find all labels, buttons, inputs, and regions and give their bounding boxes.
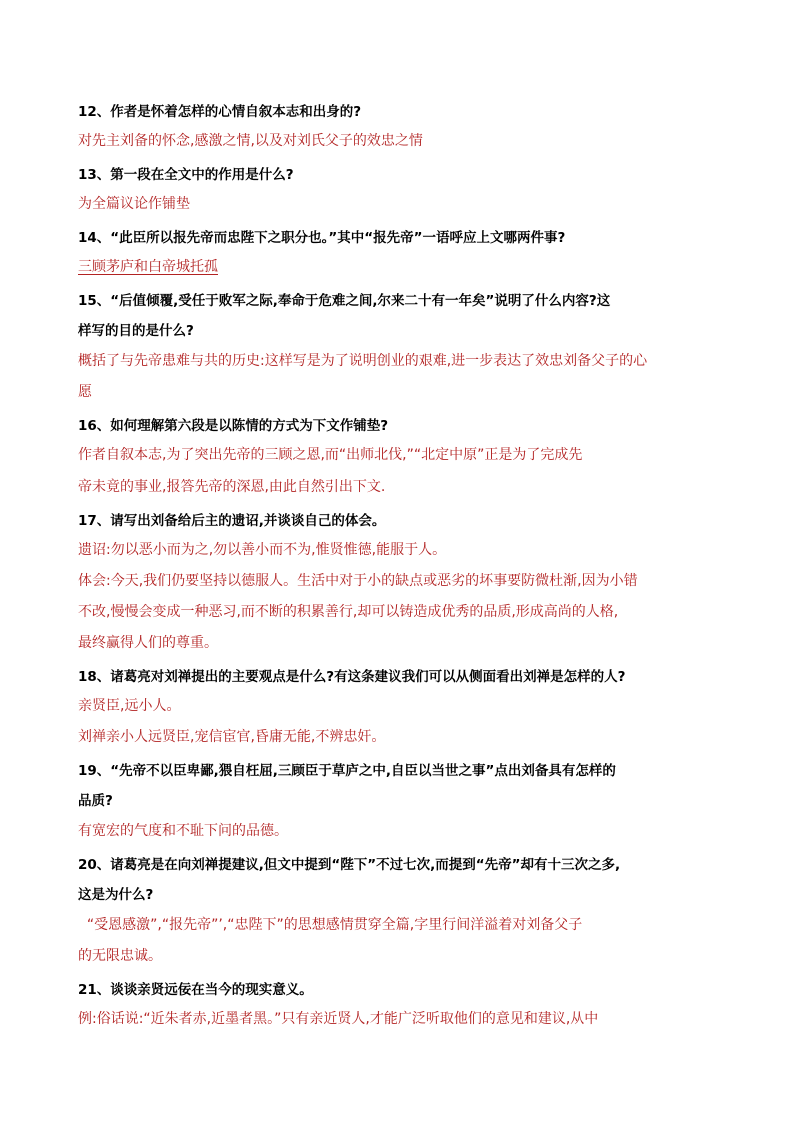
- question-20-line-2: 这是为什么?: [78, 887, 154, 903]
- question-15-line-2: 样写的目的是什么?: [78, 323, 194, 339]
- answer-16-line-1: 作者自叙本志,为了突出先帝的三顾之恩,而“出师北伐,”“北定中原”正是为了完成先: [78, 447, 583, 463]
- question-12: 12、作者是怀着怎样的心情自叙本志和出身的?: [78, 104, 362, 120]
- answer-20-line-2: 的无限忠诚。: [78, 948, 162, 964]
- answer-16-line-2: 帝未竟的事业,报答先帝的深恩,由此自然引出下文.: [78, 479, 386, 495]
- question-19-line-1: 19、“先帝不以臣卑鄙,猥自枉屈,三顾臣于草庐之中,自臣以当世之事”点出刘备具有怎样的: [78, 763, 616, 779]
- question-13: 13、第一段在全文中的作用是什么?: [78, 167, 294, 183]
- answer-17-reflection-line-3: 最终赢得人们的尊重。: [78, 635, 218, 651]
- question-17: 17、请写出刘备给后主的遗诏,并谈谈自己的体会。: [78, 513, 386, 529]
- question-21: 21、谈谈亲贤远佞在当今的现实意义。: [78, 982, 313, 998]
- answer-18-line-2: 刘禅亲小人远贤臣,宠信宦官,昏庸无能,不辨忠奸。: [78, 729, 386, 745]
- answer-15-line-2: 愿: [78, 384, 92, 400]
- question-16: 16、如何理解第六段是以陈情的方式为下文作铺垫?: [78, 418, 389, 434]
- answer-19: 有宽宏的气度和不耻下问的品德。: [78, 823, 288, 839]
- answer-12: 对先主刘备的怀念,感激之情,以及对刘氏父子的效忠之情: [78, 133, 423, 149]
- question-20-line-1: 20、诸葛亮是在向刘禅提建议,但文中提到“陛下”不过七次,而提到“先帝”却有十三次之多,: [78, 857, 621, 873]
- answer-18-line-1: 亲贤臣,远小人。: [78, 698, 181, 714]
- question-19-line-2: 品质?: [78, 793, 113, 809]
- answer-17-reflection-line-1: 体会:今天,我们仍要坚持以德服人。生活中对于小的缺点或恶劣的坏事要防微杜渐,因为小错: [78, 573, 638, 589]
- answer-17-reflection-line-2: 不改,慢慢会变成一种恶习,而不断的积累善行,却可以铸造成优秀的品质,形成高尚的人格,: [78, 604, 619, 620]
- answer-20-line-1: “受恩感激”,“报先帝”’,“忠陛下”的思想感情贯穿全篇,字里行间洋溢着对刘备父子: [78, 917, 583, 933]
- answer-15-line-1: 概括了与先帝患难与共的历史:这样写是为了说明创业的艰难,进一步表达了效忠刘备父子的心: [78, 353, 648, 369]
- answer-17-edict: 遗诏:勿以恶小而为之,勿以善小而不为,惟贤惟德,能服于人。: [78, 542, 447, 558]
- answer-14: 三顾茅庐和白帝城托孤: [78, 259, 218, 275]
- answer-21-line-1: 例:俗话说:“近朱者赤,近墨者黑。”只有亲近贤人,才能广泛听取他们的意见和建议,从中: [78, 1011, 599, 1027]
- question-18: 18、诸葛亮对刘禅提出的主要观点是什么?有这条建议我们可以从侧面看出刘禅是怎样的人?: [78, 669, 626, 685]
- question-14: 14、“此臣所以报先帝而忠陛下之职分也。”其中“报先帝”一语呼应上文哪两件事?: [78, 230, 566, 246]
- question-15-line-1: 15、“后值倾覆,受任于败军之际,奉命于危难之间,尔来二十有一年矣”说明了什么内容?这: [78, 293, 611, 309]
- answer-13: 为全篇议论作铺垫: [78, 196, 190, 212]
